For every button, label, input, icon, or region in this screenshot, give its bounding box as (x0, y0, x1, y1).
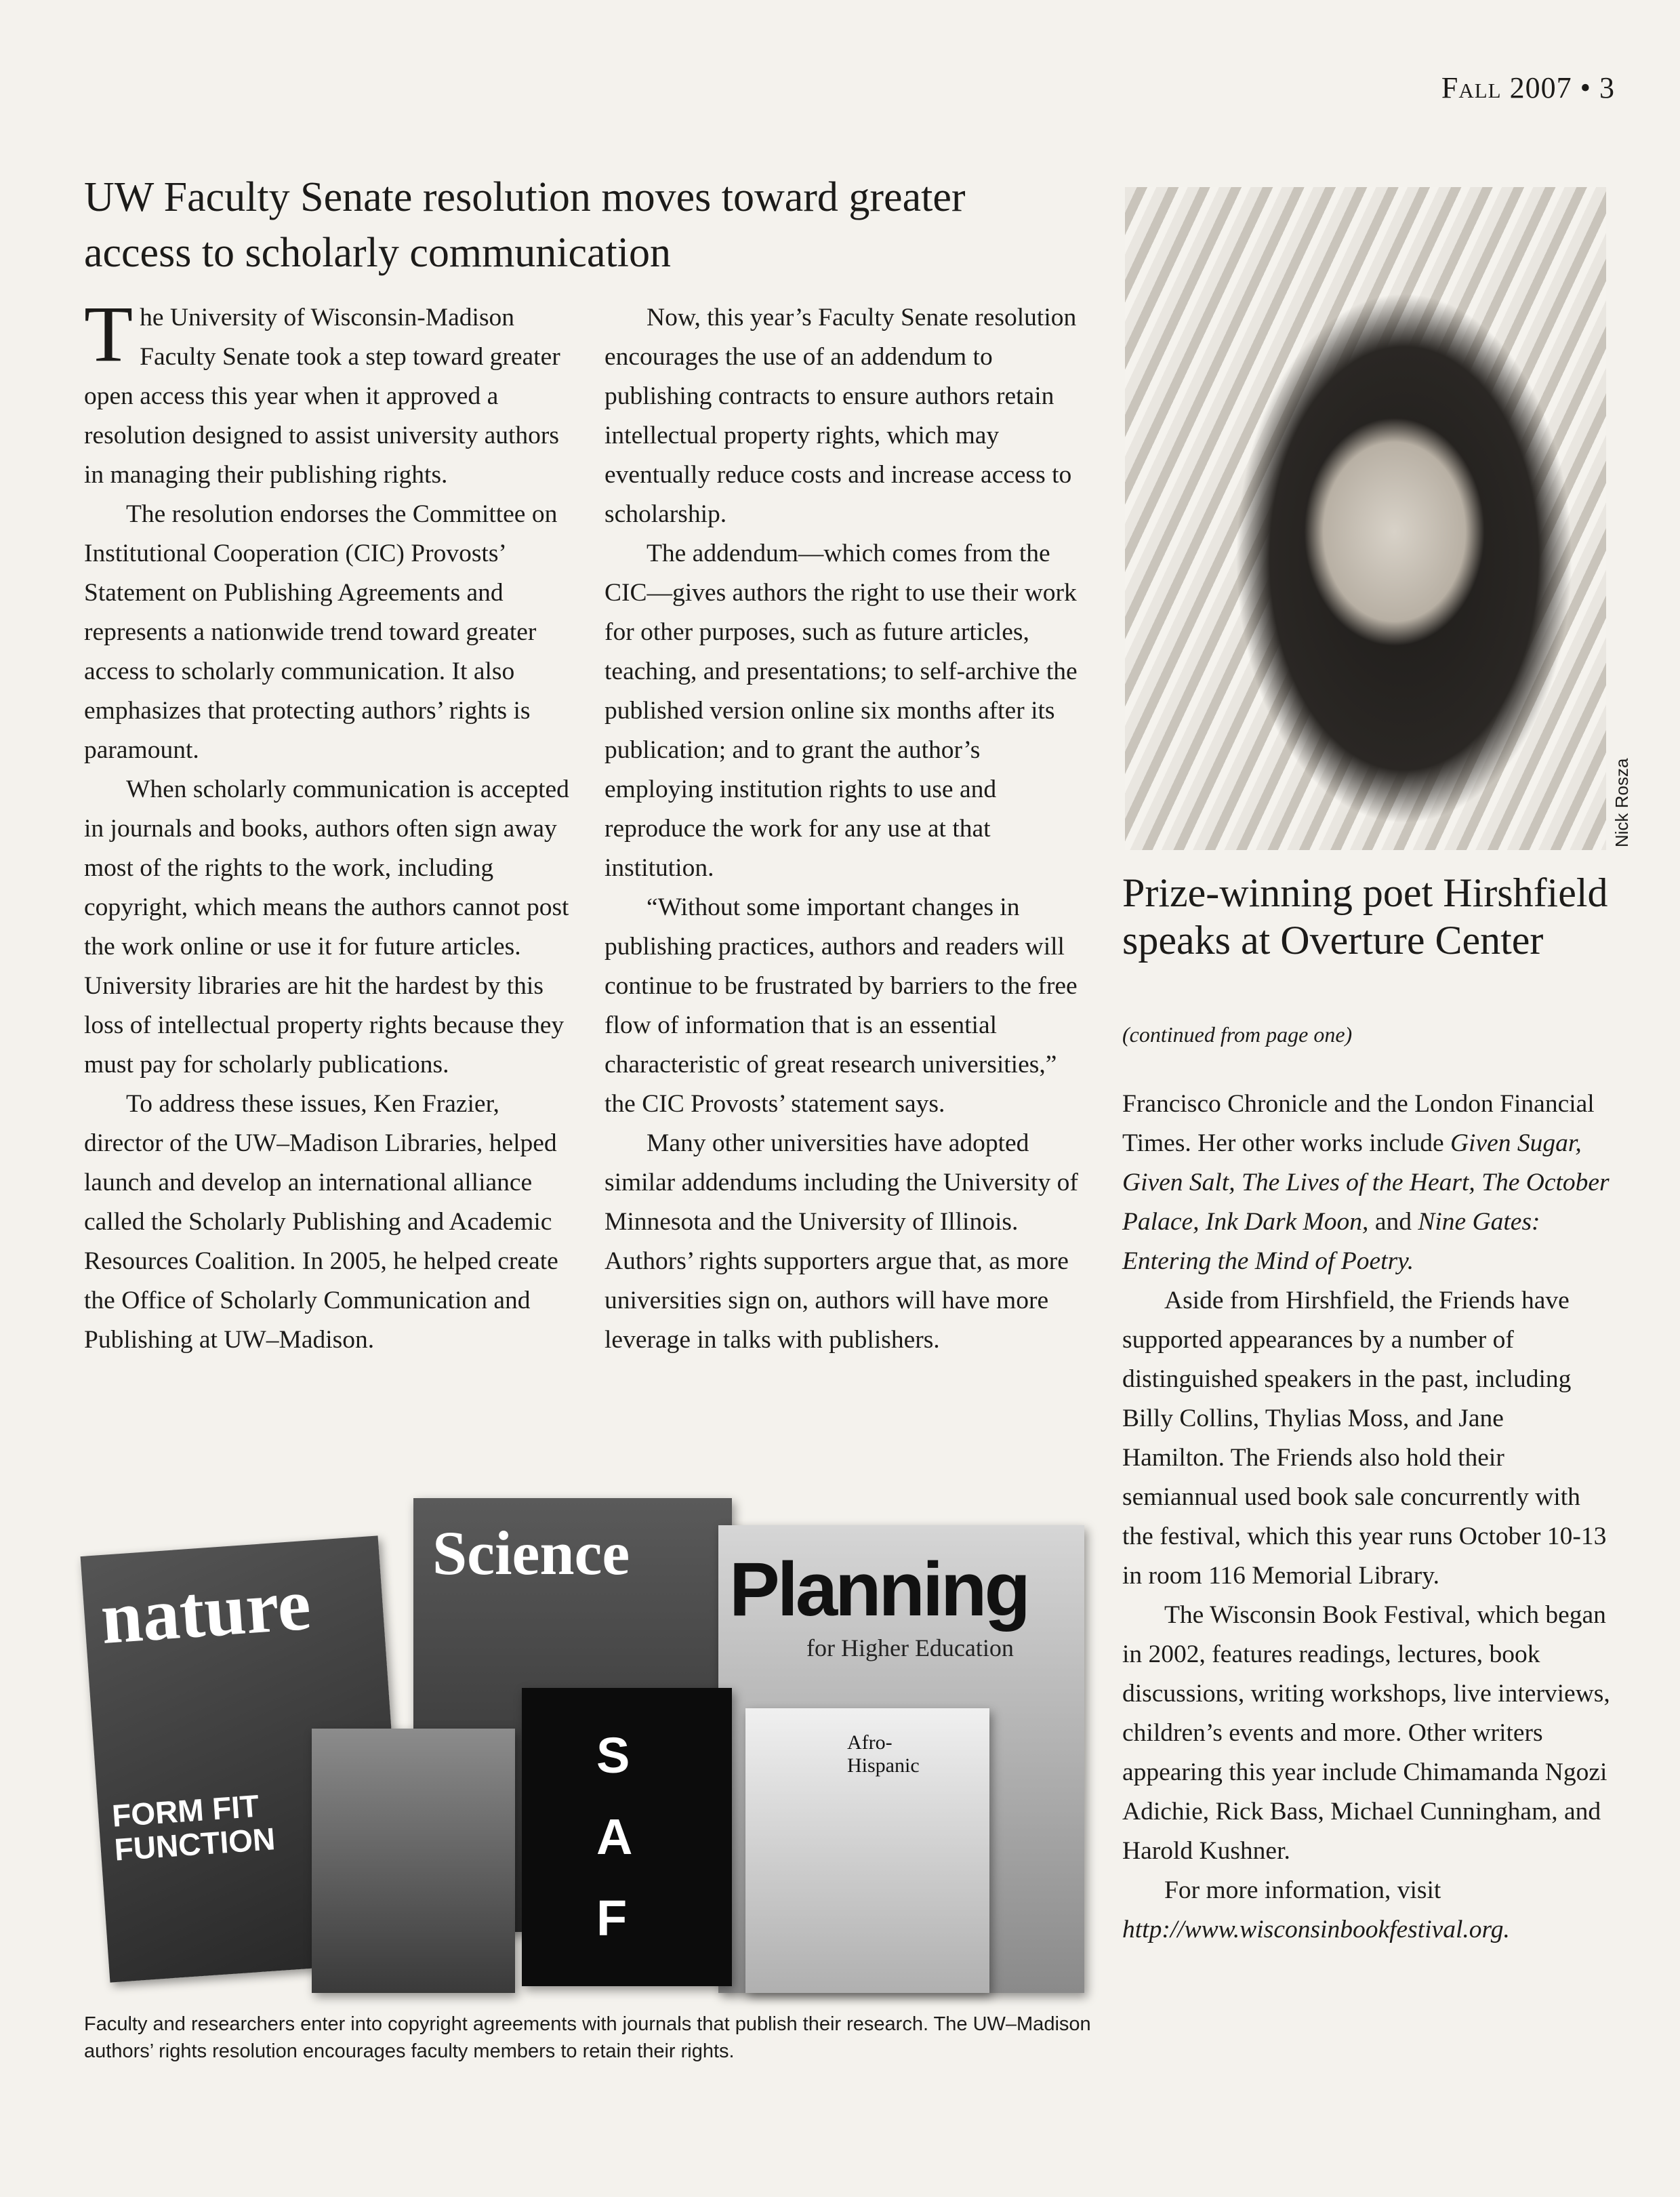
sidebar-paragraph: Aside from Hirshfield, the Friends have supported appearances by a number of distinguished speakers in the past, including Billy Collins, Thylias Moss, and Jane Hamilton. The Friends also hold their semiannual used book sale concurrently with the festival, which this year runs October 10-13 in room 116 Memorial Library. (1122, 1287, 1607, 1590)
article-paragraph: To address these issues, Ken Frazier, director of the UW–Madison Libraries, helped launch and develop an international alliance called the Scholarly Publishing and Academic Resources Coalition. In 2005, he helped create the Office of Scholarly Communication and Publishing at UW–Madison. (84, 1090, 558, 1354)
article-column-left (84, 289, 572, 1360)
science-cover: Science (413, 1498, 732, 1932)
sidebar-paragraph: For more information, visit http://www.wisconsinbookfestival.org. (1122, 1876, 1510, 1943)
poet-portrait-photo (1125, 187, 1606, 850)
sidebar-paragraph: The Wisconsin Book Festival, which began in 2002, features readings, lectures, book discussions, writing workshops, live interviews, children’s events and more. Other writers appearing this year include Chimamanda Ngozi Adichie, Rick Bass, Michael Cunningham, and Harold Kushner. (1122, 1601, 1610, 1865)
article-paragraph: When scholarly communication is accepted in journals and books, authors often sign away most of the rights to the work, including copyright, which means the authors cannot post the work online or use it for future articles. University libraries are hit the hardest by this loss of intellectual property rights because they must pay for scholarly publications. (84, 775, 569, 1079)
journal-covers-collage (95, 1498, 1091, 2000)
article-paragraph: Now, this year’s Faculty Senate resolution encourages the use of an addendum to publishing contracts to ensure authors retain intellectual property rights, which may eventually reduce costs and increase access to scholarship. (605, 304, 1077, 528)
page-number: 3 (1599, 71, 1615, 104)
drop-cap: T (84, 289, 134, 378)
sidebar-headline: Prize-winning poet Hirshfield speaks at Overture Center (1122, 870, 1608, 963)
sidebar-column (1122, 1085, 1610, 1950)
article-column-middle (605, 298, 1092, 1360)
sidebar-paragraph: Francisco Chronicle and the London Financial Times. Her other works include Given Sugar, Given Salt, The Lives of the Heart, The October Palace, Ink Dark Moon, and Nine Gates: Entering the Mind of Poetry. (1122, 1090, 1610, 1275)
nature-cover: nature FORM FIT FUNCTION (81, 1535, 408, 1982)
header-separator: • (1580, 71, 1591, 104)
article-paragraph: The addendum—which comes from the CIC—gives authors the right to use their work for other purposes, such as future articles, teaching, and presentations; to self-archive the published version online six months after its publication; and to grant the author’s employing institution rights to use and reproduce the work for any use at that institution. (605, 540, 1078, 882)
figure-caption: Faculty and researchers enter into copyright agreements with journals that publish their research. The UW–Madison authors’ rights resolution encourages faculty members to retain their rights. (84, 2013, 1091, 2062)
article-paragraph: “Without some important changes in publishing practices, authors and readers will continue to be frustrated by barriers to the free flow of information that is an essential characteristic of great research universities,” the CIC Provosts’ statement says. (605, 893, 1078, 1118)
article-paragraph: Many other universities have adopted similar addendums including the University of Minnesota and the University of Illinois. Authors’ rights supporters argue that, as more universities sign on, authors will have more leverage in talks with publishers. (605, 1129, 1078, 1354)
festival-url: http://www.wisconsinbookfestival.org. (1122, 1916, 1510, 1943)
article-headline: UW Faculty Senate resolution moves toward greater access to scholarly communication (84, 174, 966, 276)
article-paragraph: The University of Wisconsin-Madison Faculty Senate took a step toward greater open access this year when it approved a resolution designed to assist university authors in managing their publishing rights. (84, 289, 560, 489)
planning-cover: Planning for Higher Education (718, 1525, 1084, 1993)
running-title: Fall 2007 (1441, 71, 1572, 104)
continued-note: (continued from page one) (1122, 1022, 1353, 1047)
afro-hispanic-review-cover: Afro-Hispanic (745, 1708, 989, 1993)
saf-cover: SAF (522, 1688, 732, 1986)
photo-credit: Nick Rosza (1612, 758, 1632, 847)
article-paragraph: The resolution endorses the Committee on Institutional Cooperation (CIC) Provosts’ Statement on Publishing Agreements and represents a nationwide trend toward greater access to scholarly communication. It also emphasizes that protecting authors’ rights is paramount. (84, 500, 558, 764)
art-journal-cover (312, 1729, 515, 1993)
running-header (1441, 70, 1615, 105)
